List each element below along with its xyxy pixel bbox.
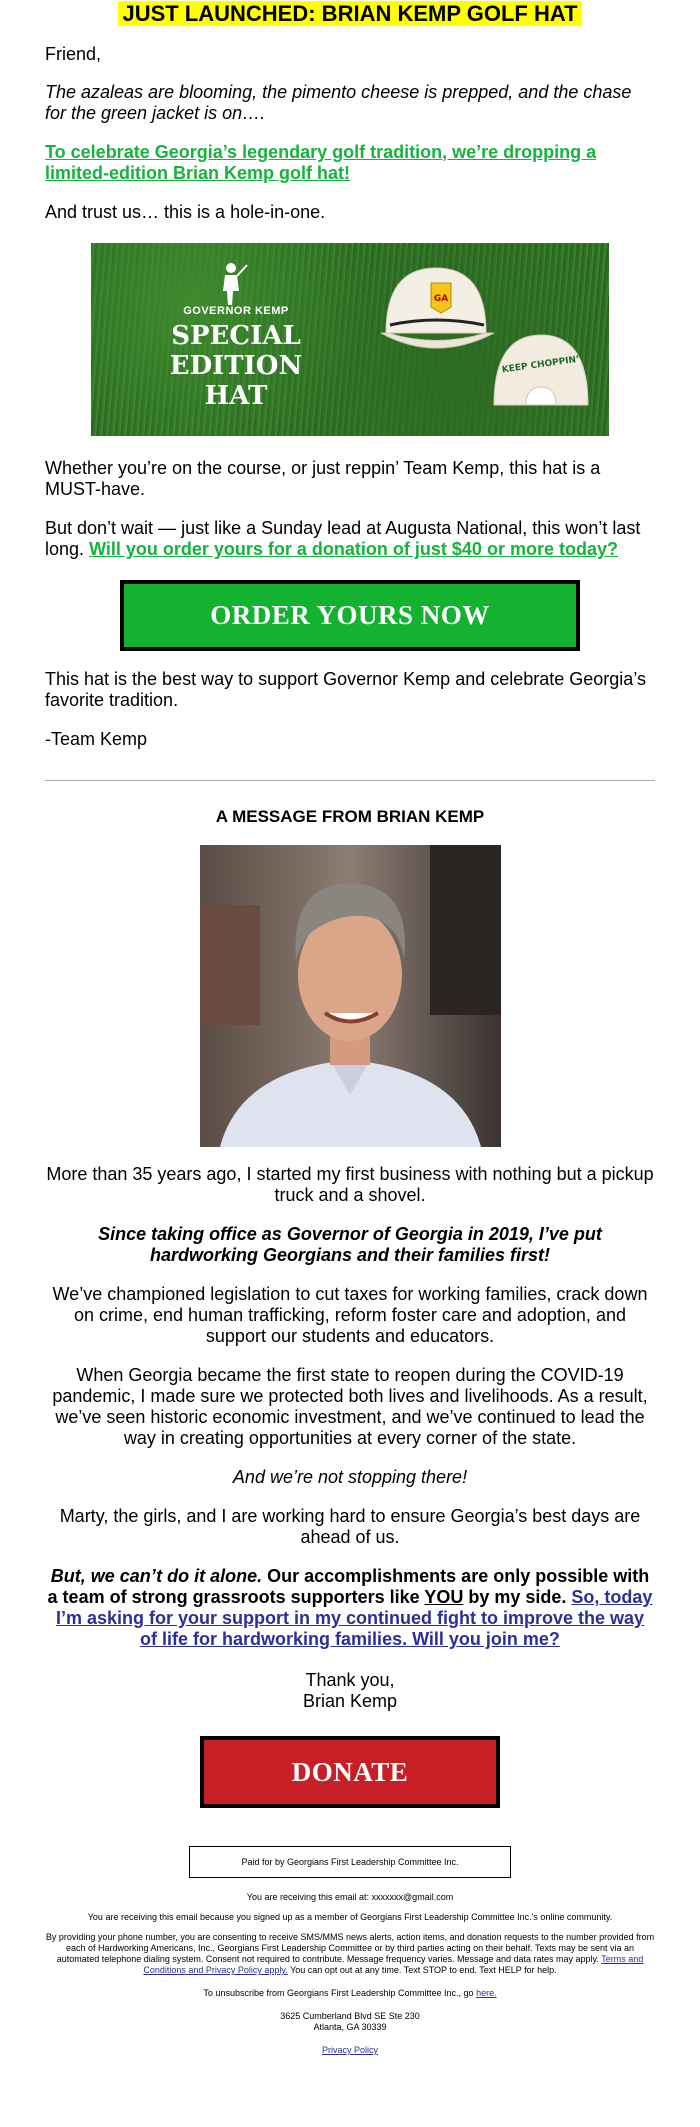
paid-for-box — [189, 1846, 511, 1878]
address-line-1: 3625 Cumberland Blvd SE Ste 230 — [280, 2011, 420, 2021]
message-p6: Marty, the girls, and I are working hard to ensure Georgia’s best days are ahead of us. — [59, 1506, 641, 1547]
message-p7-you: YOU — [424, 1587, 464, 1607]
terms-link[interactable]: Terms and Conditions and Privacy Policy apply. — [143, 1954, 644, 1975]
message-p4: When Georgia became the first state to reopen during the COVID-19 pandemic, I made sure we protected both lives and livelihoods. As a result, we’ve seen historic economic investment, and we’ve continued to lead the way in creating opportunities at every corner of the state. — [52, 1365, 648, 1448]
message-heading: A MESSAGE FROM BRIAN KEMP — [215, 807, 485, 826]
message-p1: More than 35 years ago, I started my first business with nothing but a pickup truck and a shovel. — [46, 1164, 654, 1205]
message-p2: Since taking office as Governor of Georgia in 2019, I’ve put hardworking Georgians and their families first! — [98, 1224, 602, 1265]
receiving-prefix: You are receiving this email at: — [246, 1892, 370, 1902]
headline-text: JUST LAUNCHED: BRIAN KEMP GOLF HAT — [118, 1, 581, 26]
dont-wait-text: But don’t wait — just like a Sunday lead at Augusta National, this won’t last long. — [45, 518, 641, 559]
paid-for-text: Paid for by Georgians First Leadership Committee Inc. — [241, 1857, 459, 1867]
sms-text: By providing your phone number, you are consenting to receive SMS/MMS news alerts, action items, and donation requests to the number provided from each of Hardworking Americans, Inc., Georgians First Leadership Committee or by third parties acting on their behalf. Texts may be sent via an automated telephone dialing system. Consent not required to contribute. Message frequency varies. Message and data rates may apply. — [45, 1932, 655, 1964]
message-p7-bold-b: by my side. — [468, 1587, 567, 1607]
course-paragraph: Whether you’re on the course, or just reppin’ Team Kemp, this hat is a MUST-have. — [45, 458, 601, 499]
brian-kemp-photo — [200, 845, 501, 1147]
headline — [45, 0, 655, 28]
message-p5: And we’re not stopping there! — [232, 1467, 468, 1487]
unsubscribe-prefix: To unsubscribe from Georgians First Leadership Committee Inc., go — [203, 1988, 474, 1998]
hole-in-one-text: And trust us… this is a hole-in-one. — [45, 202, 326, 222]
email-body — [45, 0, 655, 2056]
divider — [45, 780, 655, 781]
golfer-icon — [211, 261, 251, 306]
address-line-2: Atlanta, GA 30339 — [313, 2022, 387, 2032]
hat-back-image — [486, 325, 596, 420]
signature-name: Brian Kemp — [302, 1691, 398, 1711]
footer — [45, 1892, 655, 2056]
celebrate-link[interactable]: To celebrate Georgia’s legendary golf tradition, we’re dropping a limited-edition Brian Kemp golf hat! — [45, 142, 597, 183]
message-p3: We’ve championed legislation to cut taxes for working families, crack down on crime, end human trafficking, reform foster care and adoption, and support our students and educators. — [52, 1284, 648, 1346]
hat-badge-text: GA — [433, 294, 449, 304]
banner-brand: GOVERNOR KEMP — [183, 305, 289, 317]
hat-front-image — [376, 263, 496, 363]
join-me-link[interactable]: So, today I’m asking for your support in my continued fight to improve the way of life for hardworking families. Will you join me? — [55, 1587, 653, 1649]
signoff: -Team Kemp — [45, 729, 148, 749]
order-yours-now-button[interactable]: ORDER YOURS NOW — [120, 580, 580, 651]
unsubscribe-line — [45, 1988, 655, 1999]
hat-banner-image[interactable] — [91, 243, 609, 436]
dont-wait-paragraph — [45, 518, 655, 560]
message-body — [45, 1164, 655, 1712]
recipient-email: xxxxxxx@gmail.com — [371, 1892, 454, 1902]
privacy-policy-link[interactable]: Privacy Policy — [321, 2045, 378, 2055]
sms-consent — [45, 1932, 655, 1976]
thanks: Thank you, — [305, 1670, 395, 1690]
unsubscribe-link[interactable]: here. — [476, 1988, 497, 1998]
message-p7 — [45, 1566, 655, 1650]
receiving-line — [45, 1892, 655, 1903]
message-p7-italic: But, we can’t do it alone. — [50, 1566, 263, 1586]
sms-text-2: You can opt out at any time. Text STOP to end. Text HELP for help. — [290, 1965, 557, 1975]
signed-up-text: You are receiving this email because you signed up as a member of Georgians First Leadership Committee Inc.'s online community. — [87, 1912, 613, 1922]
hat-back-text: KEEP CHOPPIN’ — [501, 354, 581, 376]
banner-headline-line-1: SPECIAL EDITION — [169, 321, 303, 381]
support-paragraph: This hat is the best way to support Governor Kemp and celebrate Georgia’s favorite tradition. — [45, 669, 646, 710]
banner-headline — [101, 321, 371, 411]
greeting: Friend, — [45, 44, 102, 64]
message-p7-bold-a: Our accomplishments are only possible with a team of strong grassroots supporters like — [47, 1566, 650, 1607]
intro-paragraph: The azaleas are blooming, the pimento cheese is prepped, and the chase for the green jacket is on…. — [45, 82, 632, 123]
banner-headline-line-2: HAT — [204, 381, 268, 411]
donate-button[interactable]: DONATE — [200, 1736, 500, 1808]
donation-link[interactable]: Will you order yours for a donation of just $40 or more today? — [89, 539, 618, 559]
